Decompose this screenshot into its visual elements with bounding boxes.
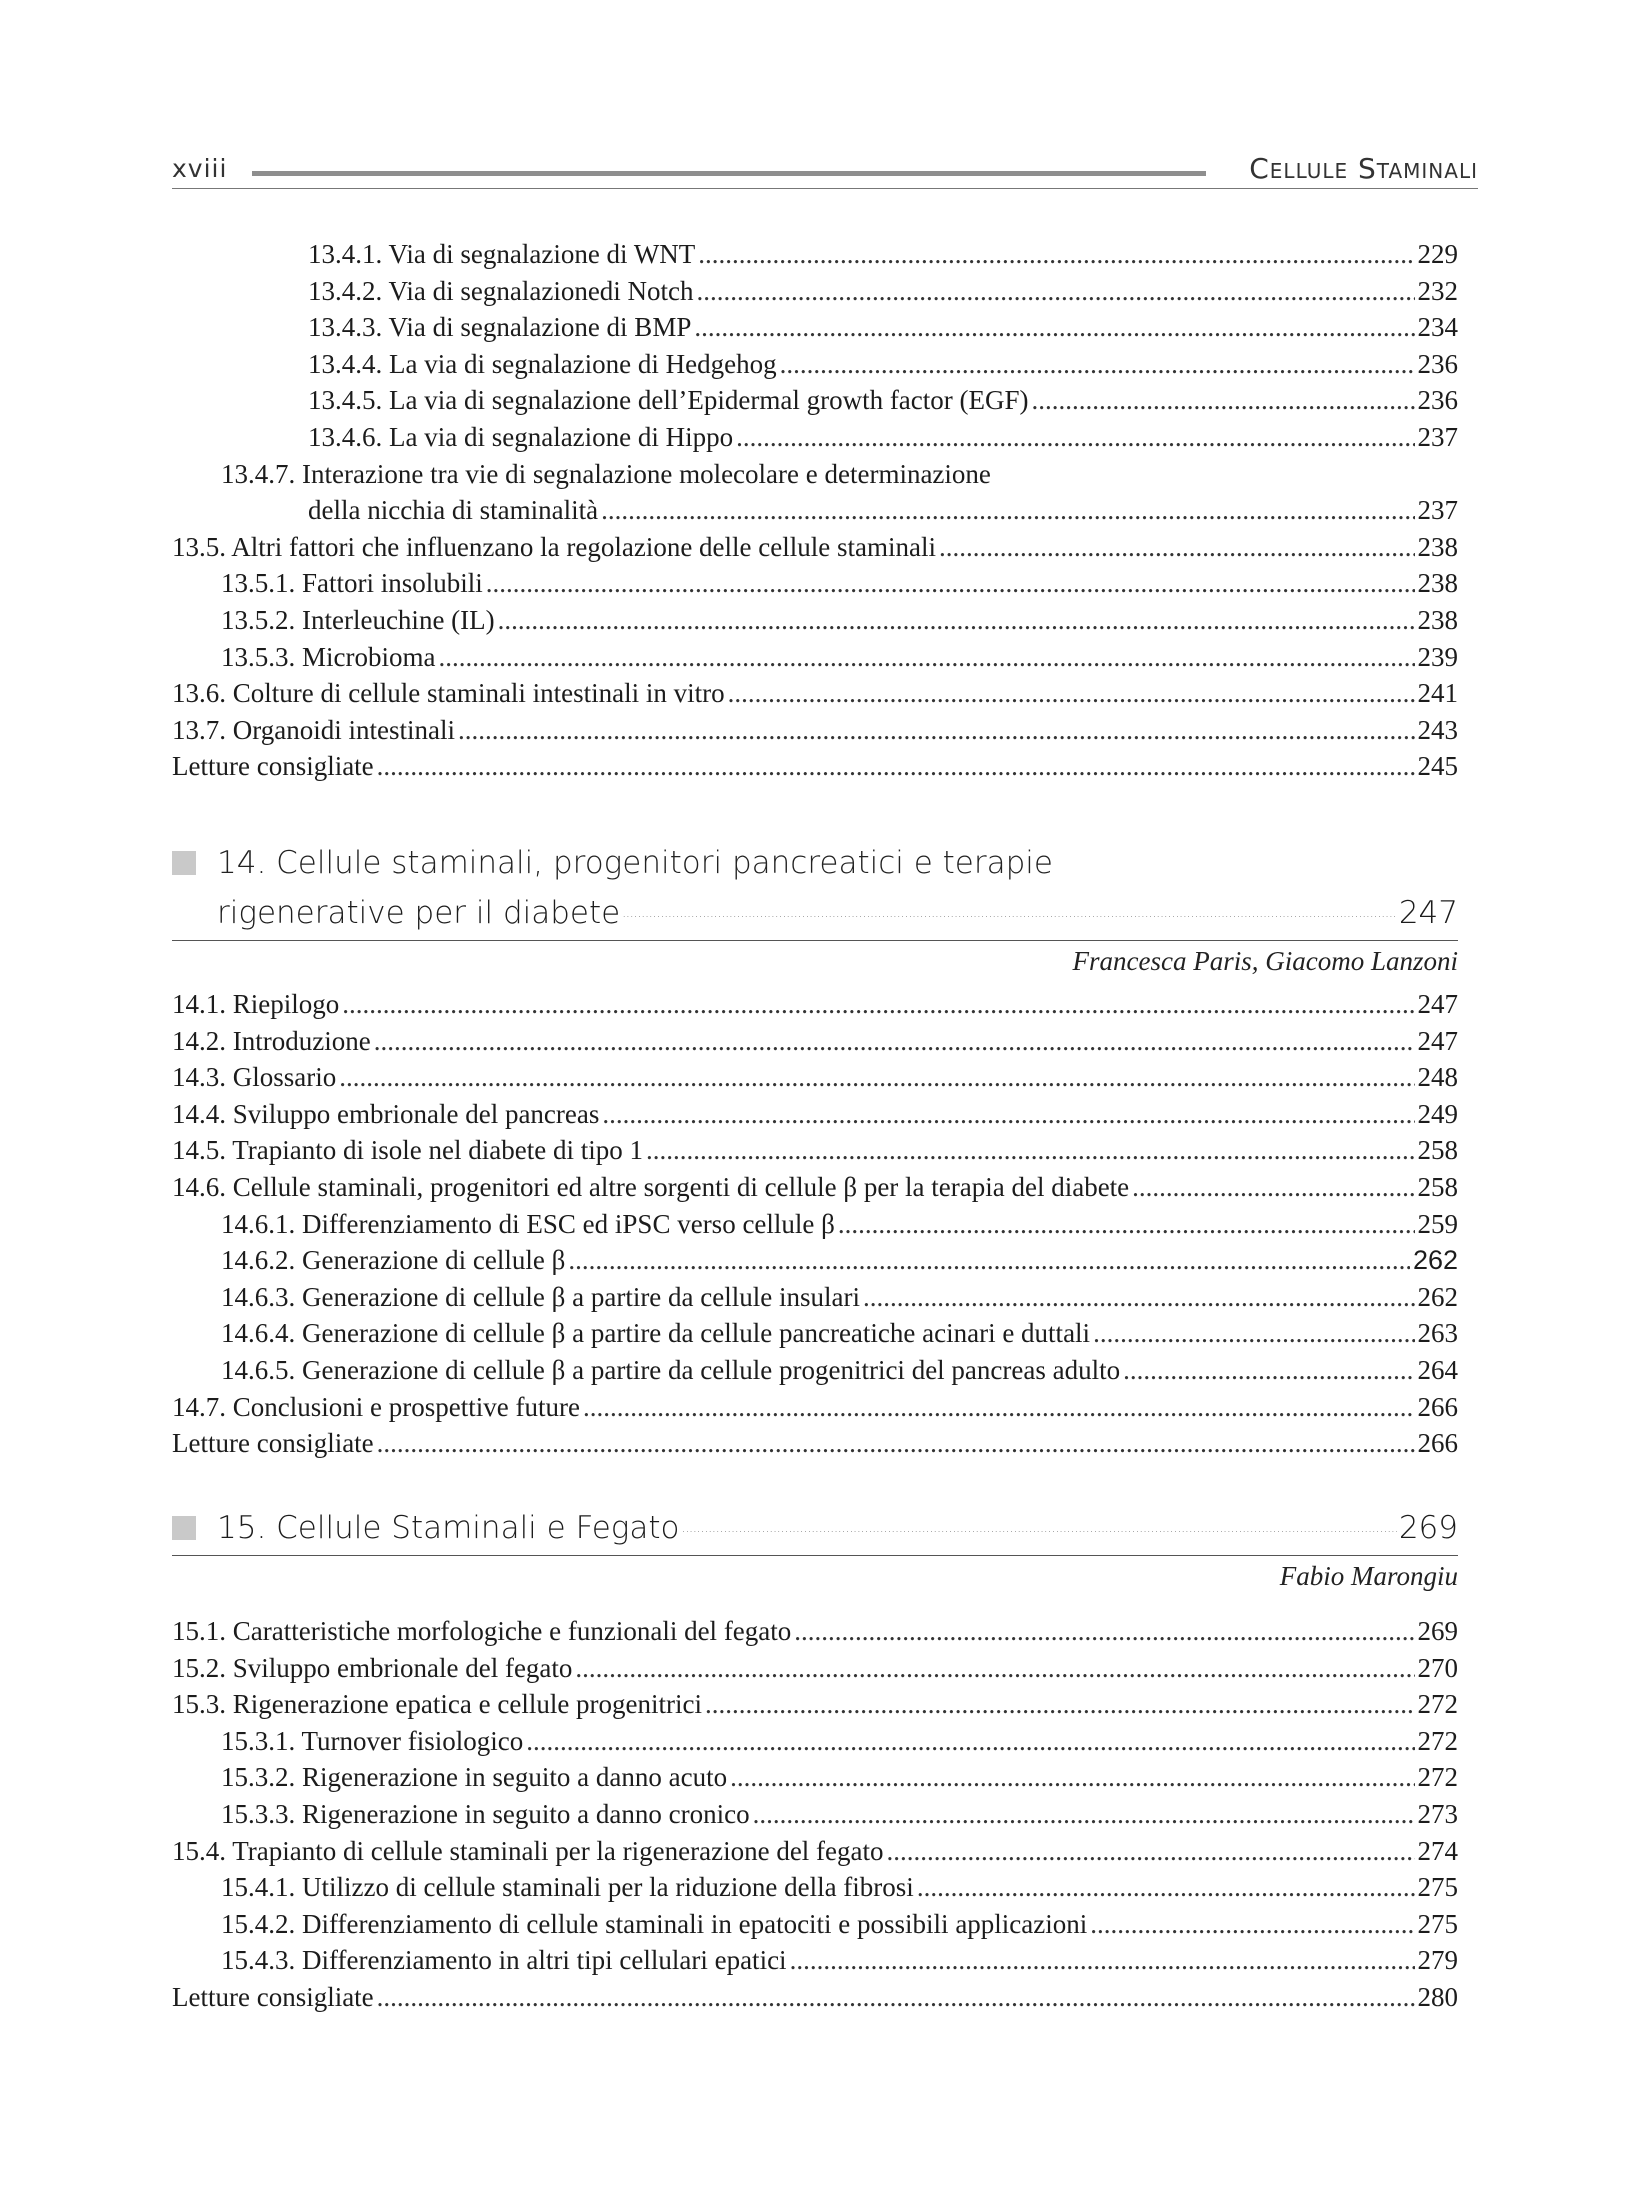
- toc-chapter-15: [172, 1613, 1458, 2016]
- toc-entry[interactable]: 15.4. Trapianto di cellule staminali per la rigenerazione del fegato ..... 274: [172, 1833, 1458, 1870]
- toc-entry-continuation[interactable]: della nicchia di staminalità ..... 237: [172, 492, 1458, 529]
- chapter-title-line2: rigenerative per il diabete: [217, 895, 621, 931]
- chapter-marker-square: [172, 1516, 196, 1540]
- toc-entry[interactable]: 13.4.1. Via di segnalazione di WNT ..... 229: [172, 236, 1458, 273]
- toc-entry[interactable]: Letture consigliate ..... 245: [172, 748, 1458, 785]
- toc-entry[interactable]: 14.6.3. Generazione di cellule β a partire da cellule insulari ..... 262: [172, 1279, 1458, 1316]
- chapter-title: 15. Cellule Staminali e Fegato: [217, 1510, 680, 1546]
- toc-entry[interactable]: 13.4.4. La via di segnalazione di Hedgehog ..... 236: [172, 346, 1458, 383]
- toc-entry[interactable]: 15.1. Caratteristiche morfologiche e funzionali del fegato ..... 269: [172, 1613, 1458, 1650]
- toc-entry[interactable]: 15.4.3. Differenziamento in altri tipi cellulari epatici ..... 279: [172, 1942, 1458, 1979]
- toc-entry[interactable]: 13.5.1. Fattori insolubili ..... 238: [172, 565, 1458, 602]
- toc-entry[interactable]: Letture consigliate ..... 266: [172, 1425, 1458, 1462]
- chapter-marker-square: [172, 851, 196, 875]
- toc-entry[interactable]: 15.3.1. Turnover fisiologico ..... 272: [172, 1723, 1458, 1760]
- chapter-title-line1: 14. Cellule staminali, progenitori pancreatici e terapie: [217, 845, 1053, 881]
- toc-entry-wrapped[interactable]: 13.4.7. Interazione tra vie di segnalazione molecolare e determinazione: [221, 458, 991, 489]
- toc-entry[interactable]: 14.3. Glossario ..... 248: [172, 1059, 1458, 1096]
- toc-entry[interactable]: 14.2. Introduzione ..... 247: [172, 1023, 1458, 1060]
- toc-entry[interactable]: 13.5.3. Microbioma ..... 239: [172, 639, 1458, 676]
- chapter-15-heading[interactable]: [172, 1503, 1458, 1596]
- chapter-authors: Francesca Paris, Giacomo Lanzoni: [1072, 946, 1458, 976]
- toc-chapter-13: [172, 236, 1458, 785]
- page-number-roman: xviii: [172, 154, 228, 183]
- toc-entry[interactable]: 14.6.5. Generazione di cellule β a partire da cellule progenitrici del pancreas adulto ..... 264: [172, 1352, 1458, 1389]
- toc-entry[interactable]: 14.7. Conclusioni e prospettive future ..... 266: [172, 1389, 1458, 1426]
- toc-entry[interactable]: 14.6.1. Differenziamento di ESC ed iPSC verso cellule β ..... 259: [172, 1206, 1458, 1243]
- chapter-page: 269: [1398, 1510, 1458, 1546]
- toc-entry[interactable]: 13.4.6. La via di segnalazione di Hippo ..... 237: [172, 419, 1458, 456]
- toc-entry[interactable]: 14.6. Cellule staminali, progenitori ed altre sorgenti di cellule β per la terapia del diabete ..... 258: [172, 1169, 1458, 1206]
- toc-entry[interactable]: 15.4.2. Differenziamento di cellule staminali in epatociti e possibili applicazioni ..... 275: [172, 1906, 1458, 1943]
- header-rule: [252, 171, 1206, 176]
- toc-entry[interactable]: 14.5. Trapianto di isole nel diabete di tipo 1 ..... 258: [172, 1132, 1458, 1169]
- toc-chapter-14: [172, 986, 1458, 1462]
- toc-entry[interactable]: 15.2. Sviluppo embrionale del fegato ..... 270: [172, 1650, 1458, 1687]
- toc-entry[interactable]: 15.3.3. Rigenerazione in seguito a danno cronico ..... 273: [172, 1796, 1458, 1833]
- chapter-authors: Fabio Marongiu: [1279, 1561, 1458, 1591]
- toc-entry[interactable]: 13.4.3. Via di segnalazione di BMP ..... 234: [172, 309, 1458, 346]
- toc-entry[interactable]: 15.3. Rigenerazione epatica e cellule progenitrici ..... 272: [172, 1686, 1458, 1723]
- header-underline: [172, 188, 1478, 189]
- toc-entry[interactable]: 13.6. Colture di cellule staminali intestinali in vitro ..... 241: [172, 675, 1458, 712]
- toc-entry[interactable]: 14.4. Sviluppo embrionale del pancreas ..... 249: [172, 1096, 1458, 1133]
- toc-entry[interactable]: 14.1. Riepilogo ..... 247: [172, 986, 1458, 1023]
- running-header: [172, 150, 1478, 190]
- toc-entry[interactable]: 13.5. Altri fattori che influenzano la regolazione delle cellule staminali ..... 238: [172, 529, 1458, 566]
- toc-entry[interactable]: Letture consigliate ..... 280: [172, 1979, 1458, 2016]
- toc-entry[interactable]: 14.6.2. Generazione di cellule β ..... 262: [172, 1242, 1458, 1279]
- toc-entry[interactable]: 13.5.2. Interleuchine (IL) ..... 238: [172, 602, 1458, 639]
- toc-entry[interactable]: 15.3.2. Rigenerazione in seguito a danno acuto ..... 272: [172, 1759, 1458, 1796]
- toc-entry[interactable]: 15.4.1. Utilizzo di cellule staminali per la riduzione della fibrosi ..... 275: [172, 1869, 1458, 1906]
- chapter-14-heading[interactable]: [172, 838, 1458, 981]
- toc-entry[interactable]: 13.4.2. Via di segnalazionedi Notch ..... 232: [172, 273, 1458, 310]
- chapter-page: 247: [1398, 895, 1458, 931]
- toc-entry[interactable]: 13.7. Organoidi intestinali ..... 243: [172, 712, 1458, 749]
- book-title: Cellule Staminali: [1249, 152, 1478, 185]
- toc-entry[interactable]: 13.4.5. La via di segnalazione dell’Epidermal growth factor (EGF) ..... 236: [172, 382, 1458, 419]
- toc-entry[interactable]: 14.6.4. Generazione di cellule β a partire da cellule pancreatiche acinari e duttali ..... 263: [172, 1315, 1458, 1352]
